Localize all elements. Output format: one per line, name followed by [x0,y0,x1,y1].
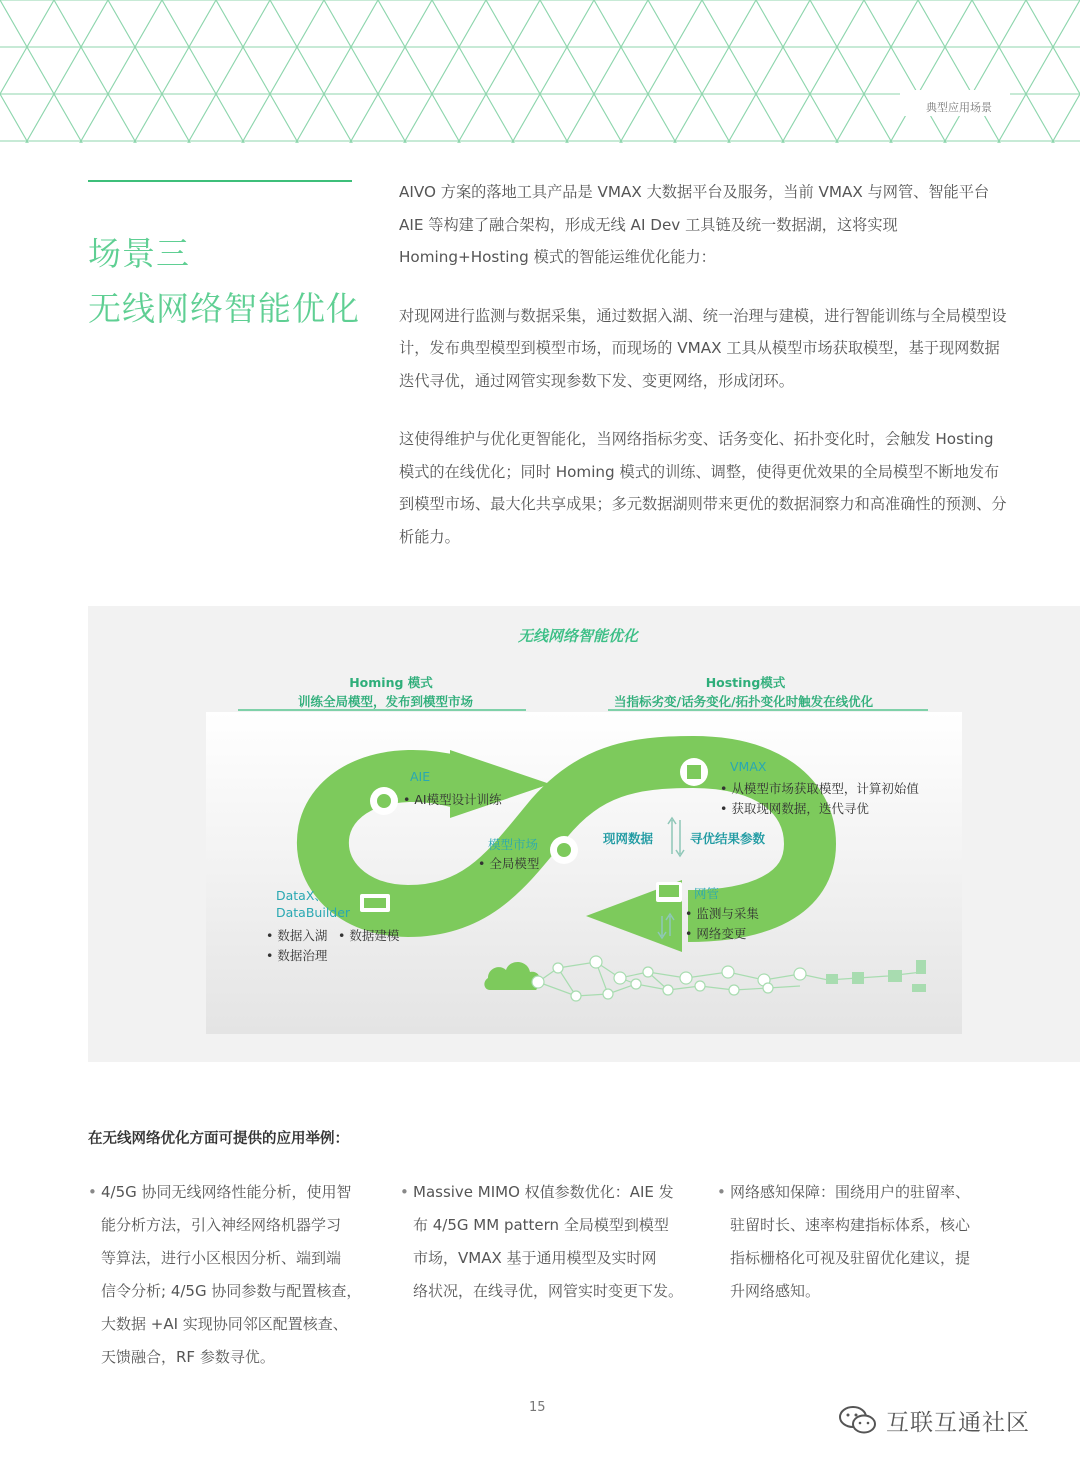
paragraph-3: 这使得维护与优化更智能化，当网络指标劣变、话务变化、拓扑变化时，会触发 Hosting 模式的在线优化；同时 Homing 模式的训练、调整，使得更优效果的全局模型不断地发布到模型市场、最大化共享成果；多元数据湖则带来更优的数据洞察力和高准确性的预测、分析能力。 [399,430,1007,546]
app1-line2: 能分析方法，引入神经网络机器学习 [101,1216,342,1234]
section-title-line1: 场景三 [88,234,190,273]
app3-line2: 驻留时长、速率构建指标体系，核心 [730,1216,971,1234]
datax-item-1: • 数据入湖 [266,928,328,943]
paragraph-1: AIVO 方案的落地工具产品是 VMAX 大数据平台及服务，当前 VMAX 与网管、智能平台 AIE 等构建了融合架构，形成无线 AI Dev 工具链及统一数据湖，这将实现 Homing+Hosting 模式的智能运维优化能力： [399,183,990,266]
app1-line6: 天馈融合，RF 参数寻优。 [101,1348,275,1366]
homing-mode-label: Homing 模式 [349,675,433,690]
hosting-mode-label: Hosting模式 [705,675,786,690]
wechat-icon [838,1404,878,1436]
vmax-item-2: • 获取现网数据，迭代寻优 [720,801,869,816]
page-number: 15 [529,1400,546,1415]
app2-line4: 络状况，在线寻优，网管实时变更下发。 [413,1282,684,1300]
bullet-dot: • [400,1183,409,1201]
bullet-dot: • [88,1183,97,1201]
datax-label-2: DataBuilder [276,905,351,920]
infinity-loop-diagram [88,606,1080,1062]
hosting-desc: 当指标劣变/话务变化/拓扑变化时触发在线优化 [614,694,874,709]
app1-line3: 等算法，进行小区根因分析、端到端 [101,1249,342,1267]
current-data-label: 现网数据 [603,831,654,846]
paragraph-2: 对现网进行监测与数据采集，通过数据入湖、统一治理与建模，进行智能训练与全局模型设计，发布典型模型到模型市场，而现场的 VMAX 工具从模型市场获取模型，基于现网数据迭代寻优，通过网管实现参数下发、变更网络，形成闭环。 [399,306,1007,390]
app3-line1: 网络感知保障：围绕用户的驻留率、 [730,1183,971,1201]
nms-item-1: • 监测与采集 [685,906,759,921]
homing-desc: 训练全局模型，发布到模型市场 [298,694,474,709]
application-item-1 [88,1176,386,1374]
page-section-tag: 典型应用场景 [926,101,992,114]
aie-item-1: • AI模型设计训练 [403,792,502,807]
nms-label: 网管 [694,886,720,901]
app3-line3: 指标栅格化可视及驻留优化建议，提 [730,1249,971,1267]
app2-line1: Massive MIMO 权值参数优化：AIE 发 [413,1183,674,1201]
market-label: 模型市场 [488,837,539,852]
datax-item-3: • 数据治理 [266,948,328,963]
vmax-item-1: • 从模型市场获取模型，计算初始值 [720,781,919,796]
datax-label-1: DataX、 [276,888,327,903]
watermark [838,1400,1030,1440]
aie-label: AIE [410,769,431,784]
market-item-1: • 全局模型 [478,856,540,871]
optimize-params-label: 寻优结果参数 [690,831,766,846]
nms-item-2: • 网络变更 [685,926,747,941]
application-item-2 [400,1176,703,1308]
datax-item-2: • 数据建模 [338,928,400,943]
section-title [88,226,360,336]
section-title-line2: 无线网络智能优化 [88,289,360,328]
app3-line4: 升网络感知。 [730,1282,821,1300]
app2-line2: 布 4/5G MM pattern 全局模型到模型 [413,1216,669,1234]
header-triangle-pattern [0,0,1080,143]
app1-line1: 4/5G 协同无线网络性能分析，使用智 [101,1183,352,1201]
app1-line5: 大数据 +AI 实现协同邻区配置核查、 [101,1315,348,1333]
title-rule [88,180,352,182]
app1-line4: 信令分析; 4/5G 协同参数与配置核查， [101,1282,362,1300]
application-item-3 [717,1176,1010,1308]
applications-heading: 在无线网络优化方面可提供的应用举例： [88,1131,349,1147]
diagram-graphics [88,606,1080,1062]
diagram-title: 无线网络智能优化 [518,627,639,645]
bullet-dot: • [717,1183,726,1201]
vmax-label: VMAX [730,759,767,774]
watermark-text: 互联互通社区 [886,1409,1030,1436]
app2-line3: 市场，VMAX 基于通用模型及实时网 [413,1249,657,1267]
body-paragraphs [399,176,1011,579]
